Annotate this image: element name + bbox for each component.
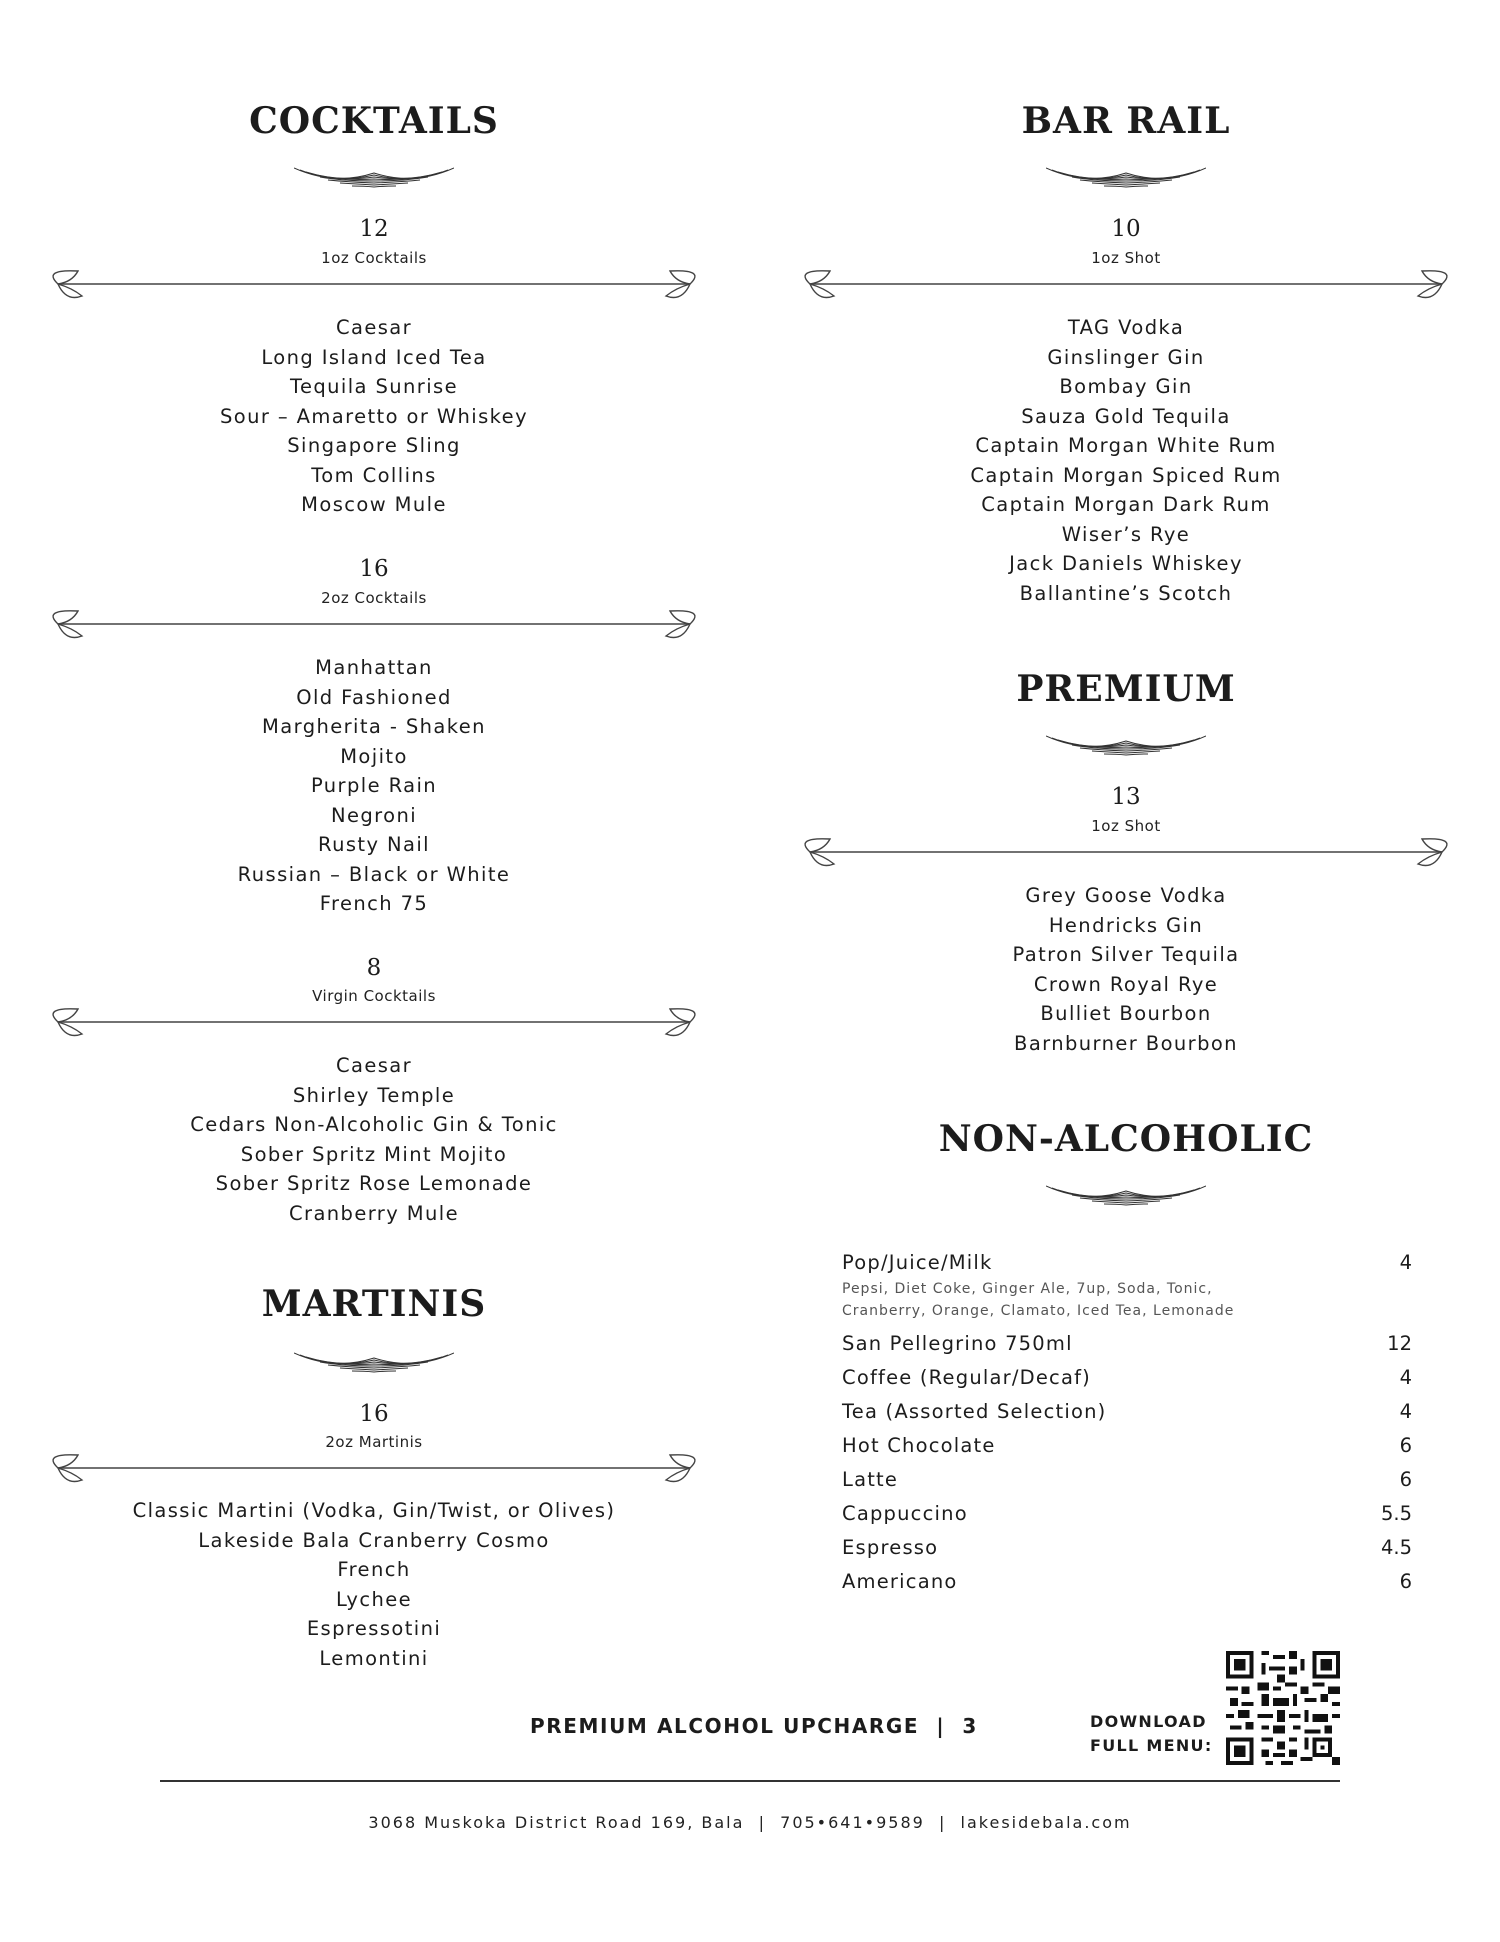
leaf-divider: [796, 830, 1456, 874]
menu-item: Grey Goose Vodka: [1025, 884, 1227, 907]
cocktails-group-1-price: 12: [359, 216, 389, 242]
menu-item: Shirley Temple: [292, 1083, 456, 1107]
na-row: [842, 1463, 1412, 1497]
cocktails-group-1-list: [14, 313, 734, 520]
menu-item: Rusty Nail: [318, 833, 430, 856]
na-item-name: Hot Chocolate: [842, 1434, 996, 1457]
bar-rail-title: BAR RAIL: [1021, 100, 1231, 142]
leaf-divider: [796, 262, 1456, 306]
na-item-name: Espresso: [842, 1536, 939, 1559]
na-item-price: 12: [1387, 1332, 1412, 1355]
na-item-name: Coffee (Regular/Decaf): [842, 1366, 1091, 1389]
menu-item: Cedars Non-Alcoholic Gin & Tonic: [190, 1113, 558, 1136]
premium-caption: 1oz Shot: [1091, 817, 1161, 835]
menu-item: Caesar: [335, 1054, 413, 1077]
menu-item: Tom Collins: [311, 463, 437, 487]
na-item-name: Tea (Assorted Selection): [842, 1400, 1107, 1423]
menu-item: Ginslinger Gin: [1047, 345, 1205, 369]
cocktails-group-3-price: 8: [366, 955, 382, 981]
menu-item: Bombay Gin: [1059, 375, 1193, 398]
menu-item: Patron Silver Tequila: [1012, 943, 1240, 966]
menu-item: Sour – Amaretto or Whiskey: [219, 404, 529, 428]
martinis-title: MARTINIS: [261, 1283, 487, 1325]
menu-item: Old Fashioned: [296, 685, 452, 709]
na-item-name: Latte: [842, 1468, 899, 1491]
na-item-price: 6: [1399, 1468, 1412, 1491]
na-item-price: 5.5: [1380, 1502, 1412, 1525]
menu-item: Classic Martini (Vodka, Gin/Twist, or Olives): [132, 1499, 616, 1522]
na-row: [842, 1327, 1412, 1361]
menu-item: Caesar: [335, 316, 413, 339]
na-row: [842, 1565, 1412, 1599]
menu-item: Espressotini: [306, 1617, 442, 1640]
non-alcoholic-title: NON-ALCOHOLIC: [938, 1118, 1314, 1160]
martinis-list: [14, 1496, 734, 1673]
menu-item: Cranberry Mule: [289, 1201, 459, 1225]
menu-item: Lakeside Bala Cranberry Cosmo: [198, 1528, 550, 1552]
cocktails-group-2-caption: 2oz Cocktails: [321, 589, 427, 607]
download-menu-label: [1090, 1710, 1213, 1758]
bar-rail-caption: 1oz Shot: [1091, 249, 1161, 267]
menu-item: Mojito: [340, 744, 408, 768]
footer-divider: [160, 1780, 1340, 1782]
premium-price: 13: [1111, 784, 1141, 810]
menu-item: French 75: [319, 892, 429, 915]
menu-item: Tequila Sunrise: [289, 375, 458, 398]
flourish-ornament: [1046, 728, 1206, 760]
na-row: [842, 1429, 1412, 1463]
flourish-ornament: [294, 1345, 454, 1377]
na-item-name: Americano: [842, 1570, 958, 1593]
leaf-divider: [44, 1000, 704, 1044]
download-line-2: FULL MENU:: [1090, 1736, 1213, 1755]
footer-address: 3068 Muskoka District Road 169, Bala | 705•641•9589 | lakesidebala.com: [368, 1813, 1132, 1832]
flourish-ornament: [1046, 160, 1206, 192]
menu-item: Russian – Black or White: [237, 862, 511, 886]
na-item-price: 4: [1399, 1400, 1412, 1423]
martinis-price: 16: [359, 1401, 389, 1427]
menu-item: Crown Royal Rye: [1033, 972, 1219, 996]
cocktails-group-1-caption: 1oz Cocktails: [321, 249, 427, 267]
cocktails-title: COCKTAILS: [249, 100, 499, 142]
menu-item: Margherita - Shaken: [262, 715, 486, 738]
cocktails-group-3-list: [14, 1051, 734, 1228]
premium-upcharge-note: PREMIUM ALCOHOL UPCHARGE | 3: [530, 1714, 978, 1738]
cocktails-group-2-price: 16: [359, 556, 389, 582]
flourish-ornament: [294, 160, 454, 192]
cocktails-group-3-caption: Virgin Cocktails: [312, 987, 436, 1005]
menu-item: Sauza Gold Tequila: [1021, 404, 1231, 428]
na-row: [842, 1531, 1412, 1565]
menu-item: Negroni: [330, 803, 418, 827]
menu-item: Barnburner Bourbon: [1014, 1031, 1238, 1055]
menu-item: Wiser’s Rye: [1061, 522, 1191, 546]
menu-item: Singapore Sling: [287, 434, 461, 457]
menu-item: Lychee: [335, 1587, 413, 1611]
na-item-price: 4.5: [1380, 1536, 1412, 1559]
menu-item: Hendricks Gin: [1048, 913, 1204, 937]
na-row: [842, 1248, 1412, 1327]
menu-item: Sober Spritz Mint Mojito: [240, 1142, 508, 1166]
menu-item: Captain Morgan White Rum: [975, 434, 1277, 457]
premium-title: PREMIUM: [1016, 668, 1236, 710]
na-item-name: Cappuccino: [842, 1502, 968, 1525]
cocktails-group-2-list: [14, 653, 734, 919]
menu-item: Bulliet Bourbon: [1040, 1002, 1212, 1025]
menu-item: Lemontini: [319, 1646, 429, 1670]
menu-item: Manhattan: [315, 656, 433, 679]
leaf-divider: [44, 1446, 704, 1490]
na-row: [842, 1361, 1412, 1395]
na-item-price: 4: [1399, 1366, 1412, 1389]
download-line-1: DOWNLOAD: [1090, 1712, 1207, 1731]
na-item-note: Cranberry, Orange, Clamato, Iced Tea, Lemonade: [842, 1303, 1235, 1319]
menu-item: Long Island Iced Tea: [261, 345, 487, 369]
na-item-price: 6: [1399, 1434, 1412, 1457]
bar-rail-list: [766, 313, 1486, 608]
na-row: [842, 1395, 1412, 1429]
menu-item: TAG Vodka: [1067, 316, 1185, 339]
premium-list: [766, 881, 1486, 1058]
menu-item: Jack Daniels Whiskey: [1009, 552, 1243, 575]
na-item-name: San Pellegrino 750ml: [842, 1332, 1073, 1355]
bar-rail-price: 10: [1111, 216, 1141, 242]
flourish-ornament: [1046, 1178, 1206, 1210]
leaf-divider: [44, 602, 704, 646]
na-item-note: Pepsi, Diet Coke, Ginger Ale, 7up, Soda, Tonic,: [842, 1281, 1213, 1297]
menu-item: Moscow Mule: [301, 493, 447, 516]
leaf-divider: [44, 262, 704, 306]
na-item-price: 4: [1399, 1251, 1412, 1274]
na-item-price: 6: [1399, 1570, 1412, 1593]
qr-code-icon[interactable]: [1226, 1651, 1340, 1765]
menu-item: Captain Morgan Dark Rum: [981, 493, 1271, 516]
na-row: [842, 1497, 1412, 1531]
non-alcoholic-list: [842, 1248, 1412, 1599]
na-item-name: Pop/Juice/Milk: [842, 1251, 993, 1274]
menu-item: Purple Rain: [310, 774, 438, 797]
menu-item: Ballantine’s Scotch: [1019, 581, 1233, 605]
menu-item: Sober Spritz Rose Lemonade: [215, 1172, 533, 1195]
menu-item: Captain Morgan Spiced Rum: [970, 463, 1282, 487]
martinis-caption: 2oz Martinis: [325, 1433, 423, 1451]
menu-item: French: [337, 1558, 411, 1581]
